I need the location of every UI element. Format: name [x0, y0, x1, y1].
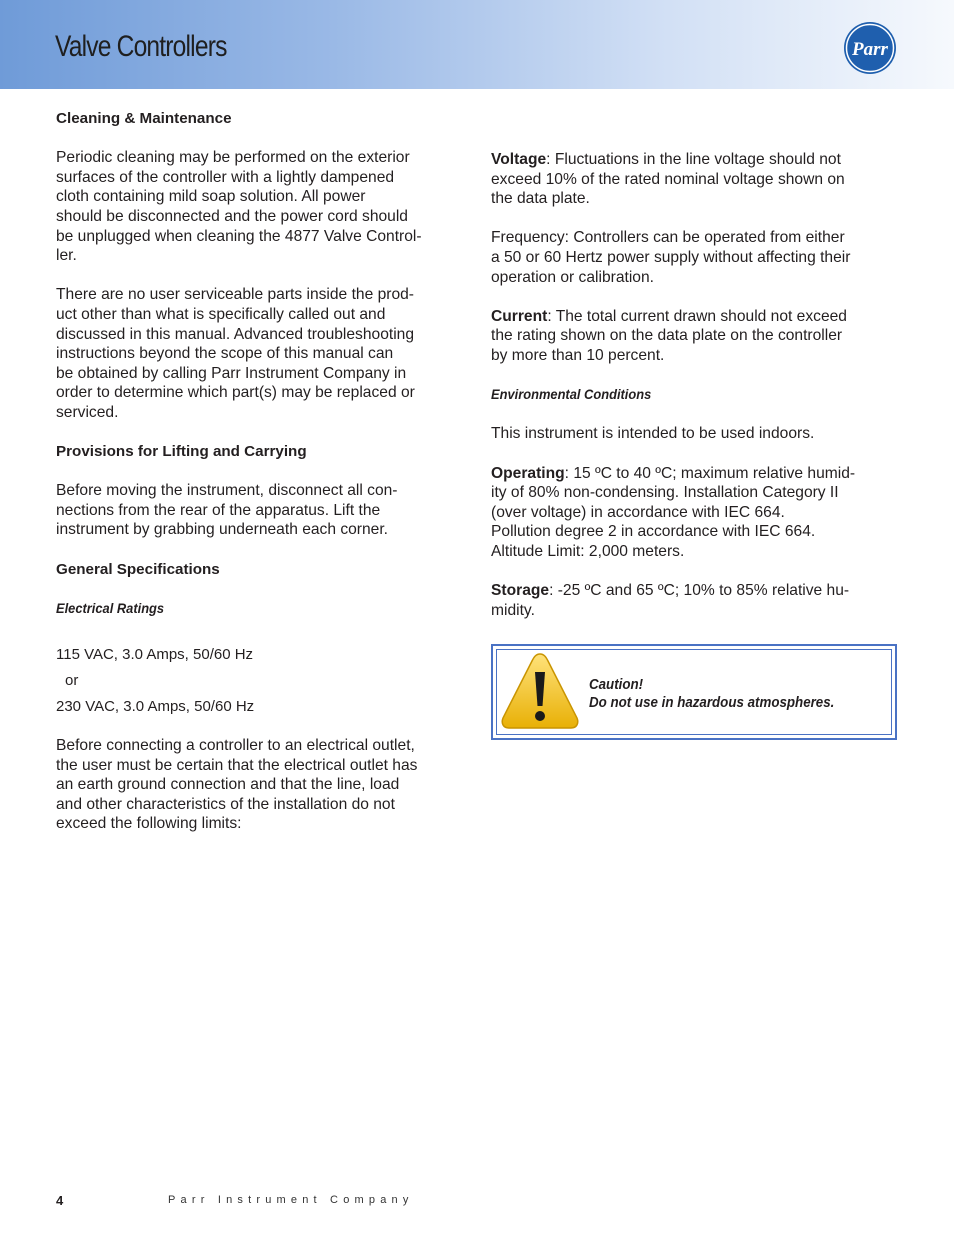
text-line: ity of 80% non-condensing. Installation Category II — [491, 484, 839, 502]
text-line: : -25 ºC and 65 ºC; 10% to 85% relative hu- — [549, 582, 850, 600]
text-line: : Fluctuations in the line voltage should not — [546, 151, 841, 168]
rating-230: 230 VAC, 3.0 Amps, 50/60 Hz — [56, 698, 255, 716]
text-line: Altitude Limit: 2,000 meters. — [491, 542, 685, 560]
left-column — [56, 109, 466, 834]
voltage-para — [491, 150, 901, 209]
text-line: be obtained by calling Parr Instrument Company in — [56, 364, 407, 382]
current-label: Current — [491, 307, 548, 325]
text-line: Before moving the instrument, disconnect all con- — [56, 482, 398, 500]
text-line: serviced. — [56, 403, 119, 421]
text-line: exceed 10% of the rated nominal voltage shown on — [491, 170, 845, 188]
parr-logo — [843, 21, 897, 75]
text-line: midity. — [491, 601, 535, 619]
text-line: the rating shown on the data plate on the controller — [491, 327, 843, 345]
environmental-subheading: Environmental Conditions — [491, 386, 652, 403]
cleaning-para-1 — [56, 148, 466, 266]
specs-heading: General Specifications — [56, 560, 220, 578]
text-line: exceed the following limits: — [56, 815, 242, 833]
cleaning-heading: Cleaning & Maintenance — [56, 110, 232, 127]
text-line: nections from the rear of the apparatus. Lift the — [56, 501, 381, 519]
cleaning-para-2 — [56, 285, 466, 422]
rating-115: 115 VAC, 3.0 Amps, 50/60 Hz — [56, 646, 254, 664]
text-line: Pollution degree 2 in accordance with IEC 664. — [491, 523, 816, 541]
text-line: : The total current drawn should not exceed — [547, 307, 847, 325]
lifting-heading: Provisions for Lifting and Carrying — [56, 443, 307, 461]
text-line: cloth containing mild soap solution. All power — [56, 188, 366, 206]
operating-label: Operating — [491, 464, 565, 482]
caution-text — [589, 676, 834, 712]
text-line: ler. — [56, 247, 77, 265]
text-line: instrument by grabbing underneath each corner. — [56, 521, 389, 539]
current-para — [491, 307, 901, 366]
indoors-text: This instrument is intended to be used indoors. — [491, 425, 815, 443]
text-line: uct other than what is specifically called out and — [56, 305, 386, 323]
text-line: operation or calibration. — [491, 268, 654, 286]
text-line: should be disconnected and the power cord should — [56, 207, 408, 225]
right-column — [491, 150, 901, 620]
storage-para — [491, 581, 901, 620]
text-line: order to determine which part(s) may be replaced or — [56, 384, 415, 402]
caution-box — [491, 644, 897, 740]
text-line: be unplugged when cleaning the 4877 Valve Control- — [56, 227, 422, 245]
text-line: the data plate. — [491, 190, 590, 208]
text-line: There are no user serviceable parts inside the prod- — [56, 286, 414, 304]
caution-message: Do not use in hazardous atmospheres. — [589, 695, 835, 711]
text-line: by more than 10 percent. — [491, 346, 665, 364]
caution-title: Caution! — [589, 677, 644, 693]
text-line: the user must be certain that the electrical outlet has — [56, 756, 418, 774]
page-number: 4 — [56, 1193, 64, 1208]
voltage-label: Voltage — [491, 151, 547, 168]
text-line: surfaces of the controller with a lightly dampened — [56, 168, 395, 186]
warning-triangle-icon — [499, 650, 581, 732]
page-title: Valve Controllers — [55, 30, 227, 63]
lifting-para — [56, 481, 466, 540]
text-line: Before connecting a controller to an electrical outlet, — [56, 737, 415, 755]
logo-text: Parr — [852, 39, 888, 60]
text-line: (over voltage) in accordance with IEC 664. — [491, 503, 785, 521]
text-line: Frequency: Controllers can be operated from either — [491, 229, 845, 247]
text-line: a 50 or 60 Hertz power supply without affecting their — [491, 248, 851, 266]
text-line: discussed in this manual. Advanced troubleshooting — [56, 325, 415, 343]
electrical-subheading: Electrical Ratings — [56, 599, 165, 616]
storage-label: Storage — [491, 582, 550, 600]
text-line: Periodic cleaning may be performed on the exterior — [56, 149, 410, 167]
text-line: : 15 ºC to 40 ºC; maximum relative humid- — [564, 464, 856, 482]
connect-para — [56, 736, 466, 834]
operating-para — [491, 464, 901, 562]
rating-or: or — [65, 672, 79, 690]
text-line: and other characteristics of the installation do not — [56, 795, 395, 813]
text-line: instructions beyond the scope of this manual can — [56, 345, 394, 363]
footer-company: Parr Instrument Company — [168, 1194, 414, 1206]
text-line: an earth ground connection and that the line, load — [56, 776, 400, 794]
frequency-para — [491, 228, 901, 287]
